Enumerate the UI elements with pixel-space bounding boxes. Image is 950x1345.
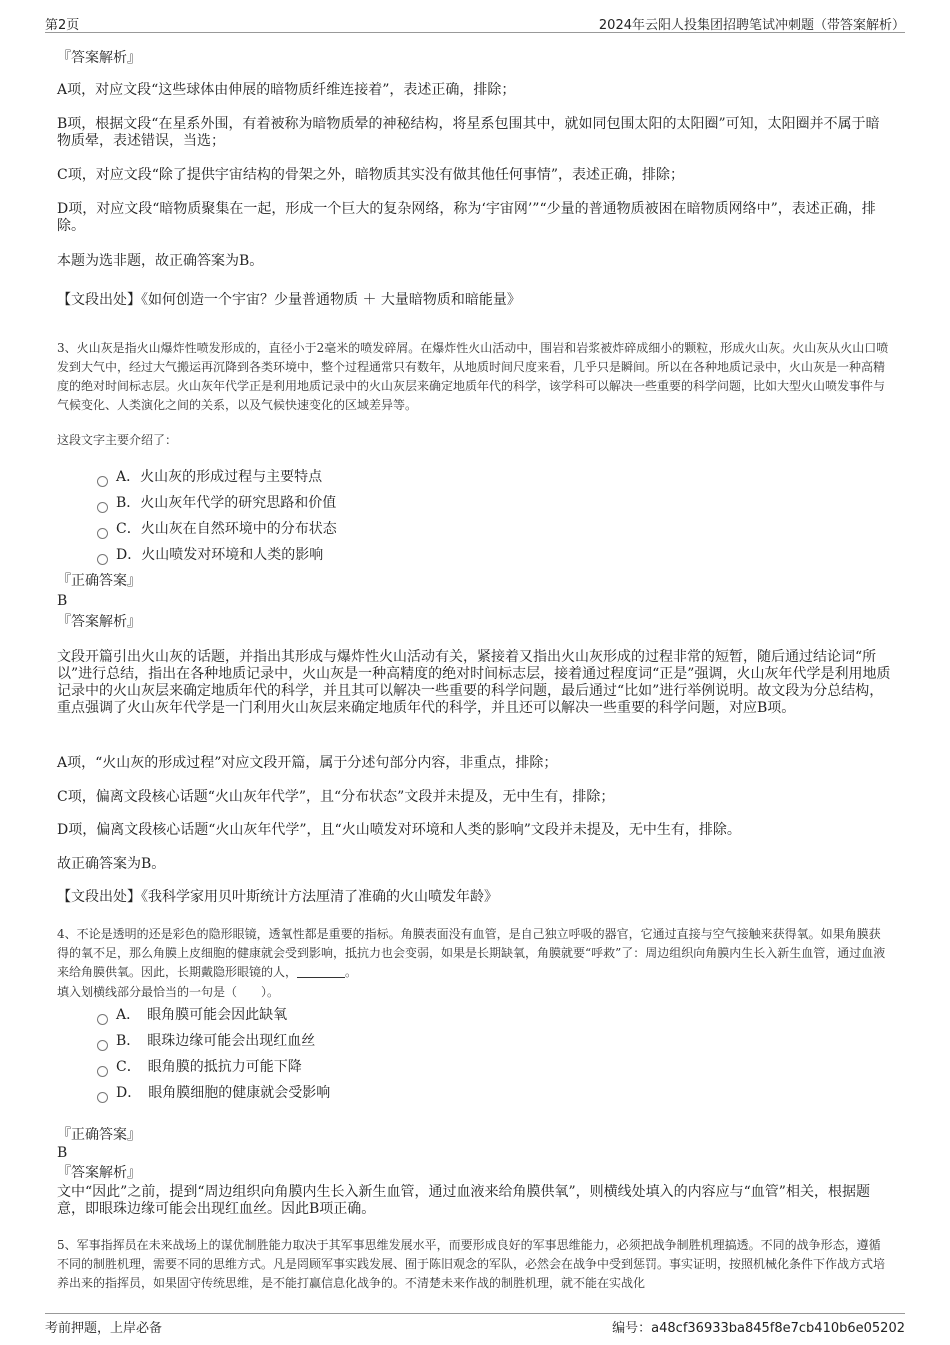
q2-conclusion: 本题为选非题，故正确答案为B。 — [57, 253, 264, 269]
q2-analysis-a: A项，对应文段“这些球体由伸展的暗物质纤维连接着”，表述正确，排除； — [57, 82, 516, 98]
q3-prompt: 这段文字主要介绍了： — [57, 433, 178, 447]
q3-analysis-a: A项，“火山灰的形成过程”对应文段开篇，属于分述句部分内容，非重点，排除； — [57, 755, 558, 771]
q3-option-a[interactable]: A．火山灰的形成过程与主要特点 — [97, 468, 322, 486]
q4-analysis-label: 『答案解析』 — [57, 1165, 141, 1181]
q4-option-d[interactable]: D． 眼角膜细胞的健康就会受影响 — [97, 1084, 330, 1102]
document-title: 2024年云阳人投集团招聘笔试冲刺题（带答案解析） — [598, 18, 905, 33]
q2-source: 【文段出处】《如何创造一个宇宙？少量普通物质 ＋ 大量暗物质和暗能量》 — [57, 292, 521, 308]
q3-correct-answer: B — [57, 593, 68, 609]
radio-icon[interactable] — [97, 1066, 108, 1077]
q2-analysis-c: C项，对应文段“除了提供宇宙结构的骨架之外，暗物质其实没有做其他任何事情”，表述正确，排除； — [57, 167, 685, 183]
radio-icon[interactable] — [97, 1092, 108, 1103]
q2-analysis-d: D项，对应文段“暗物质聚集在一起，形成一个巨大的复杂网络，称为‘宇宙网’”“少量的普通物质被困在暗物质网络中”，表述正确，排除。 — [57, 201, 876, 234]
q2-analysis-label: 『答案解析』 — [57, 50, 141, 66]
q2-analysis-b: B项，根据文段“在星系外围，有着被称为暗物质晕的神秘结构，将星系包围其中，就如同包围太阳的太阳圈”可知，太阳圈并不属于暗物质晕，表述错误，当选； — [57, 116, 880, 149]
footer-slogan: 考前押题，上岸必备 — [45, 1321, 163, 1336]
radio-icon[interactable] — [97, 476, 108, 487]
document-code: 编号：a48cf36933ba845f8e7cb410b6e05202 — [612, 1321, 905, 1336]
q3-analysis-label: 『答案解析』 — [57, 614, 141, 630]
answer-blank — [297, 965, 345, 978]
page-number: 第2页 — [45, 18, 80, 33]
page-footer — [45, 1313, 905, 1334]
q4-prompt: 填入划横线部分最恰当的一句是（ ）。 — [57, 985, 280, 999]
q5-stem: 5、军事指挥员在未来战场上的谋优制胜能力取决于其军事思维发展水平，而要形成良好的军事思维能力，必须把战争制胜机理搞透。不同的战争形态，遵循不同的制胜机理，需要不同的思维方式。凡是罔顾军事实践发展、囿于陈旧观念的军队，必然会在战争中受到惩罚。事实证明，按照机械化条件下作战方式培养出来的指挥员，如果固守传统思维，是不能打赢信息化战争的。不清楚未来作战的制胜机理，就不能在实战化 — [57, 1238, 886, 1290]
radio-icon[interactable] — [97, 502, 108, 513]
q4-stem: 4、不论是透明的还是彩色的隐形眼镜，透氧性都是重要的指标。角膜表面没有血管，是自己独立呼吸的器官，它通过直接与空气接触来获得氧。如果角膜获得的氧不足，那么角膜上皮细胞的健康就会受到影响，抵抗力也会变弱，如果是长期缺氧，角膜就要“呼救”了：周边组织向角膜内生长入新生血管，通过血液来给角膜供氧。因此，长期戴隐形眼镜的人， 。 — [57, 927, 886, 979]
q4-option-a[interactable]: A． 眼角膜可能会因此缺氧 — [97, 1006, 287, 1024]
radio-icon[interactable] — [97, 1014, 108, 1025]
q3-option-c[interactable]: C．火山灰在自然环境中的分布状态 — [97, 520, 337, 538]
page-header — [45, 12, 905, 33]
q3-analysis: 文段开篇引出火山灰的话题，并指出其形成与爆炸性火山活动有关，紧接着又指出火山灰形成的过程非常的短暂，随后通过结论词“所以”进行总结，指出在各种地质记录中，火山灰是一种高精度的绝对时间标志层，接着通过程度词“正是”强调，火山灰年代学是利用地质记录中的火山灰层来确定地质年代的科学，并且其可以解决一些重要的科学问题，最后通过“比如”进行举例说明。故文段为分总结构，重点强调了火山灰年代学是一门利用火山灰层来确定地质年代的科学，并且还可以解决一些重要的科学问题，对应B项。 — [57, 649, 891, 716]
radio-icon[interactable] — [97, 554, 108, 565]
q4-correct-answer: B — [57, 1145, 68, 1161]
radio-icon[interactable] — [97, 528, 108, 539]
q3-option-b[interactable]: B．火山灰年代学的研究思路和价值 — [97, 494, 336, 512]
q4-option-b[interactable]: B． 眼珠边缘可能会出现红血丝 — [97, 1032, 315, 1050]
q3-source: 【文段出处】《我科学家用贝叶斯统计方法厘清了准确的火山喷发年龄》 — [57, 889, 498, 905]
q4-analysis: 文中“因此”之前，提到“周边组织向角膜内生长入新生血管，通过血液来给角膜供氧”，则横线处填入的内容应与“血管”相关，根据题意，即眼珠边缘可能会出现红血丝。因此B项正确。 — [57, 1184, 870, 1217]
q3-analysis-d: D项，偏离文段核心话题“火山灰年代学”，且“火山喷发对环境和人类的影响”文段并未提及，无中生有，排除。 — [57, 822, 741, 838]
q4-option-c[interactable]: C． 眼角膜的抵抗力可能下降 — [97, 1058, 302, 1076]
q3-option-d[interactable]: D．火山喷发对环境和人类的影响 — [97, 546, 323, 564]
q3-stem: 3、火山灰是指火山爆炸性喷发形成的，直径小于2毫米的喷发碎屑。在爆炸性火山活动中，围岩和岩浆被炸碎成细小的颗粒，形成火山灰。火山灰从火山口喷发到大气中，经过大气搬运再沉降到各类环境中，整个过程通常只有数年，从地质时间尺度来看，几乎只是瞬间。所以在各种地质记录中，火山灰是一种高精度的绝对时间标志层。火山灰年代学正是利用地质记录中的火山灰层来确定地质年代的科学，该学科可以解决一些重要的科学问题，比如大型火山喷发事件与气候变化、人类演化之间的关系，以及气候快速变化的区域差异等。 — [57, 341, 889, 412]
q3-analysis-c: C项，偏离文段核心话题“火山灰年代学”，且“分布状态”文段并未提及，无中生有，排除； — [57, 789, 615, 805]
q3-conclusion: 故正确答案为B。 — [57, 856, 166, 872]
q4-correct-label: 『正确答案』 — [57, 1127, 141, 1143]
radio-icon[interactable] — [97, 1040, 108, 1051]
q3-correct-label: 『正确答案』 — [57, 573, 141, 589]
